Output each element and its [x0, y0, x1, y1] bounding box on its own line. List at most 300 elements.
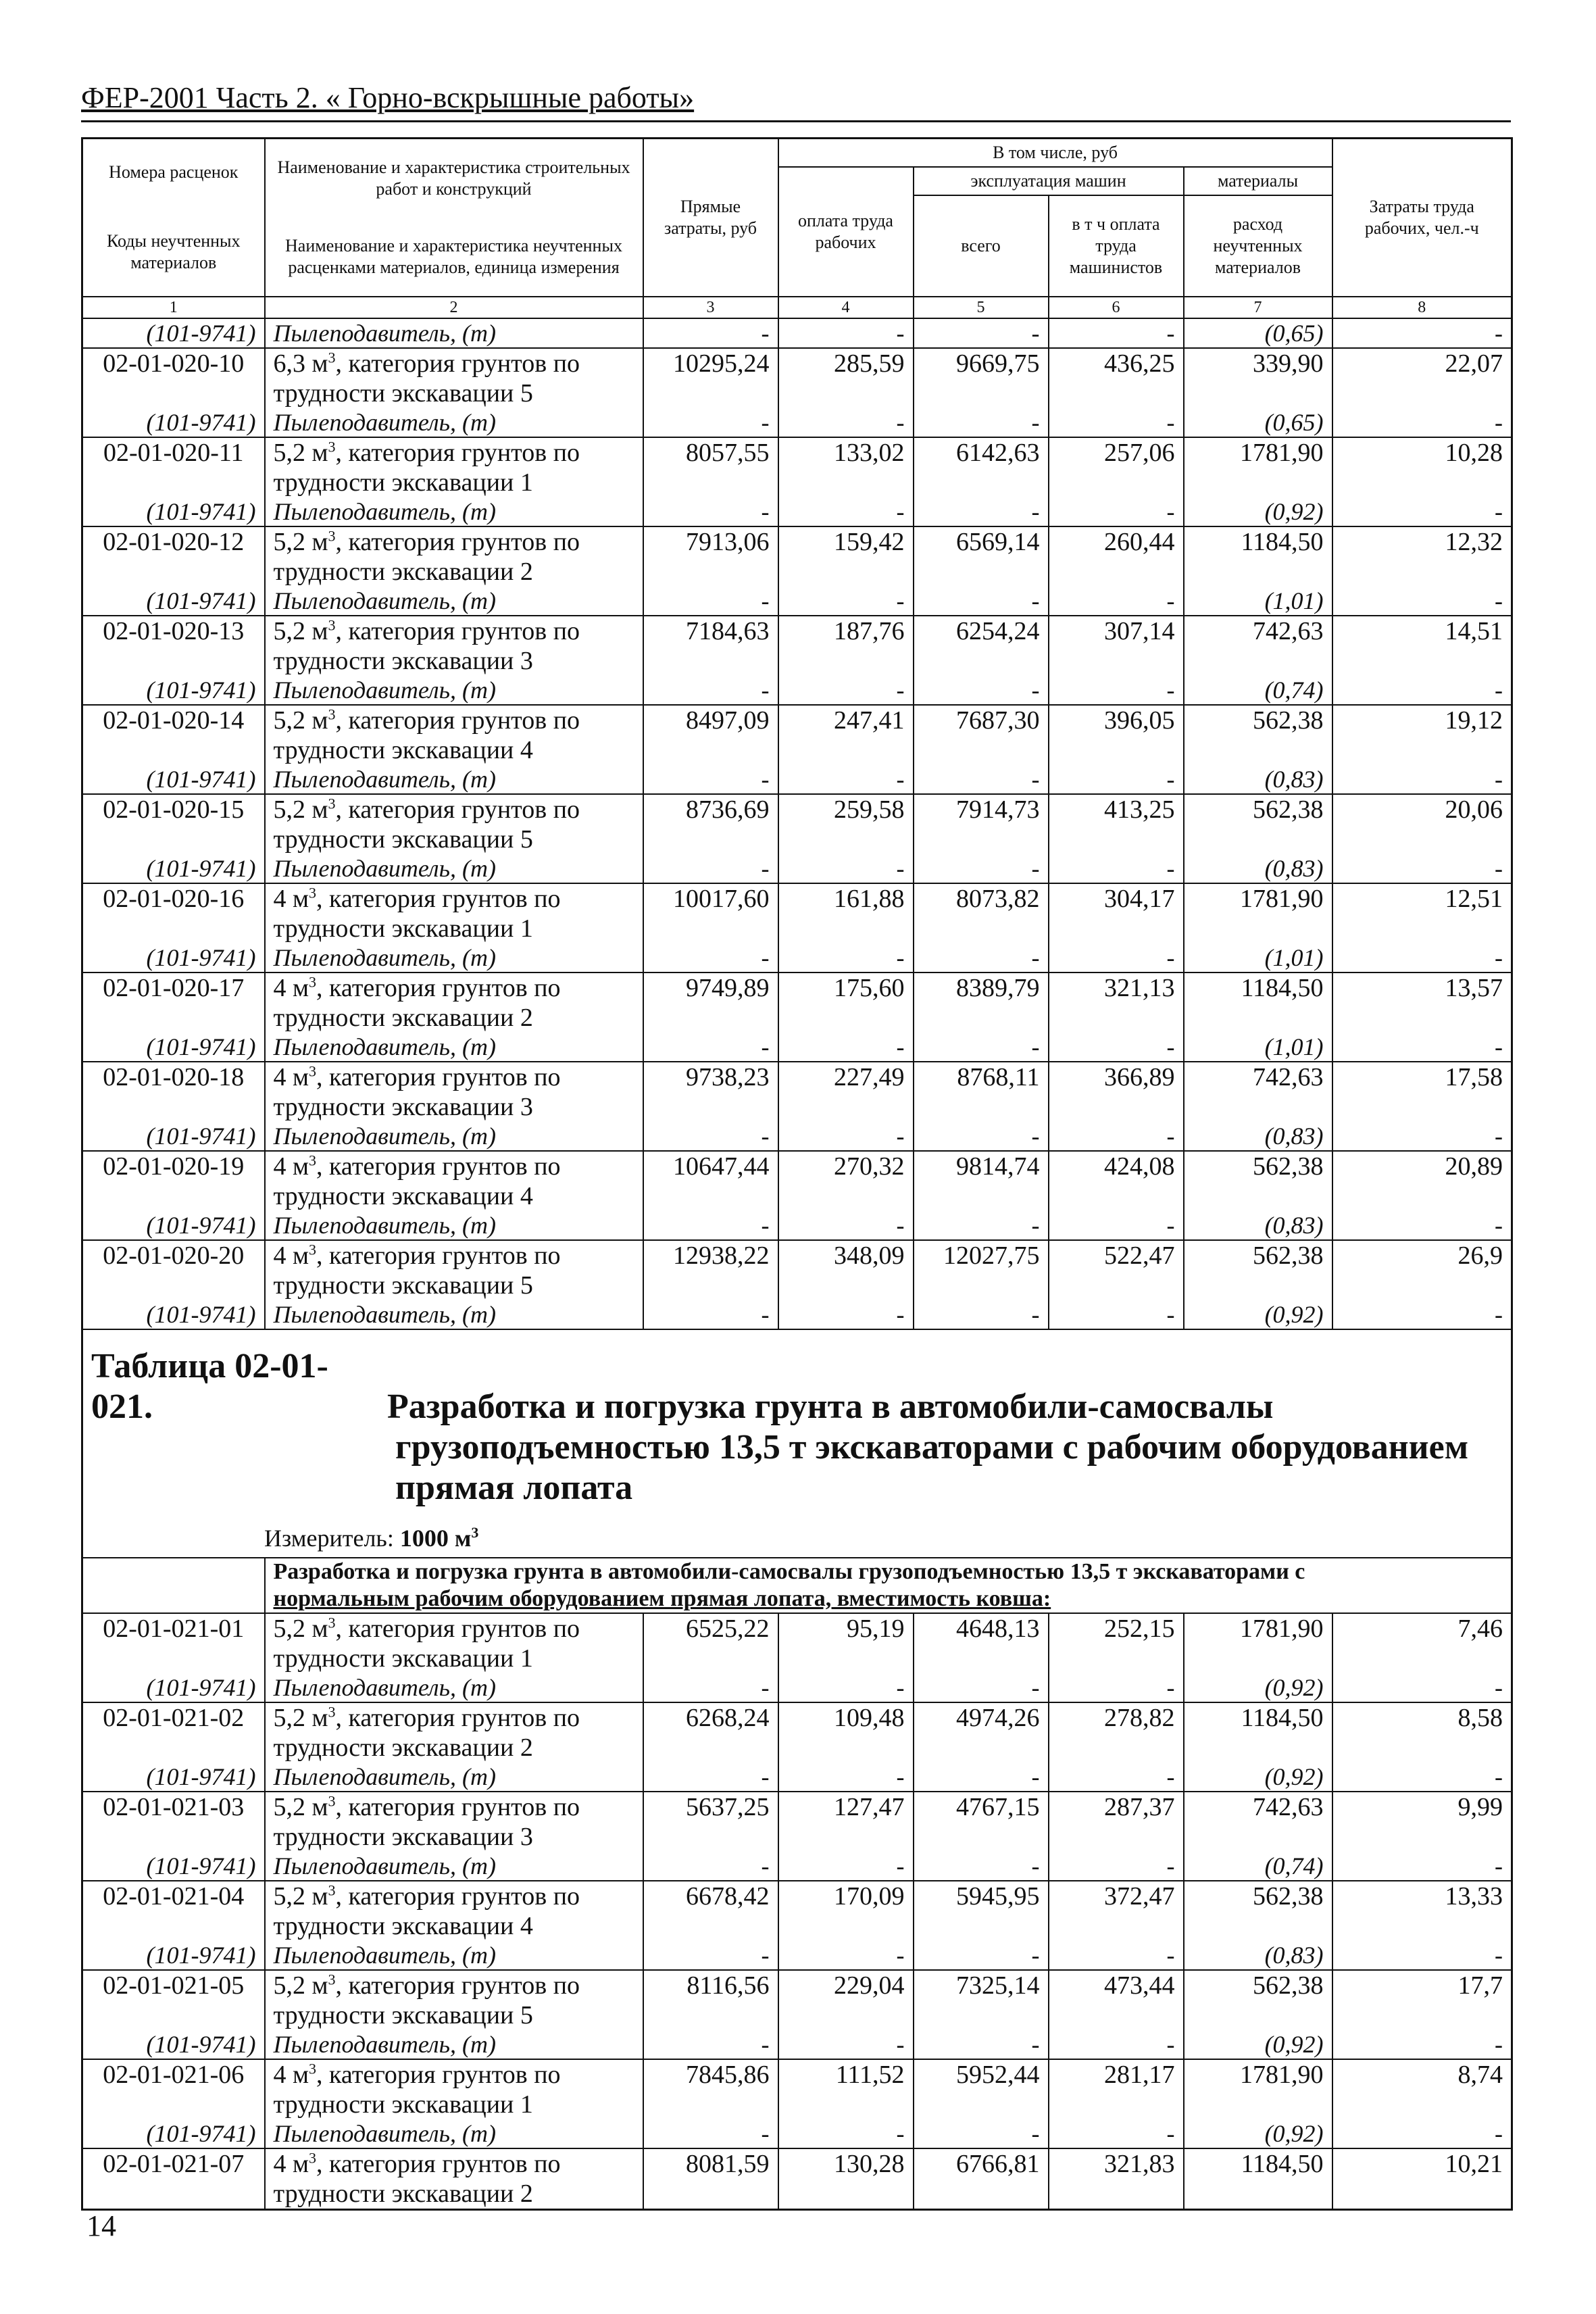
material-direct: - [643, 943, 778, 973]
empty-cell [1332, 824, 1512, 854]
rate-name-continuation: трудности экскавации 4 [265, 1911, 643, 1941]
material-mach: - [914, 2030, 1049, 2059]
col-head-code [82, 139, 265, 297]
rate-name [265, 616, 643, 646]
table-body-021 [82, 1613, 1512, 2210]
rate-row-continuation [82, 557, 1512, 587]
empty-cell [914, 2090, 1049, 2119]
empty-cell [1184, 914, 1332, 943]
material-row [82, 765, 1512, 794]
rate-name-text: , категория грунтов по [335, 349, 580, 378]
material-hours: - [1332, 587, 1512, 616]
rate-code: 02-01-021-06 [82, 2059, 265, 2090]
rate-code: 02-01-021-02 [82, 1702, 265, 1733]
rate-machines-labor: 522,47 [1049, 1240, 1184, 1271]
rate-code: 02-01-021-04 [82, 1881, 265, 1911]
rate-labor-hours: 20,06 [1332, 794, 1512, 824]
material-direct: - [643, 408, 778, 437]
material-hours: - [1332, 943, 1512, 973]
rate-row [82, 1881, 1512, 1911]
empty-cell [82, 1271, 265, 1300]
rate-name-text: , категория грунтов по [335, 1971, 580, 2000]
rate-name-exponent: 3 [309, 973, 317, 991]
material-name: Пылеподавитель, (т) [265, 408, 643, 437]
rate-name-continuation: трудности экскавации 3 [265, 1092, 643, 1122]
rate-name-continuation: трудности экскавации 1 [265, 914, 643, 943]
page-number: 14 [86, 2209, 116, 2242]
empty-cell [1049, 914, 1184, 943]
material-hours: - [1332, 765, 1512, 794]
header-rule [81, 120, 1511, 122]
rate-direct-cost: 10295,24 [643, 348, 778, 378]
rate-labor-pay: 229,04 [778, 1970, 914, 2000]
empty-cell [778, 1003, 914, 1033]
material-row [82, 497, 1512, 526]
empty-cell [778, 1092, 914, 1122]
rate-labor-pay: 170,09 [778, 1881, 914, 1911]
empty-cell [82, 1644, 265, 1673]
rate-row [82, 1240, 1512, 1271]
rate-materials: 562,38 [1184, 1240, 1332, 1271]
empty-cell [1049, 1181, 1184, 1211]
material-labor: - [778, 2119, 914, 2148]
rate-name-exponent: 3 [328, 1703, 336, 1721]
empty-cell [643, 1271, 778, 1300]
table-021-title-block [82, 1329, 1512, 1613]
material-labor: - [778, 765, 914, 794]
empty-cell [82, 1911, 265, 1941]
material-direct: - [643, 1763, 778, 1792]
column-number: 1 [82, 297, 265, 318]
material-labor: - [778, 1673, 914, 1702]
empty-cell [643, 468, 778, 497]
material-mach-labor: - [1049, 1122, 1184, 1151]
rate-row [82, 1613, 1512, 1644]
rate-machines-total: 9814,74 [914, 1151, 1049, 1181]
rate-name [265, 1970, 643, 2000]
empty-cell [914, 1092, 1049, 1122]
material-code: (101-9741) [82, 1211, 265, 1240]
rate-labor-hours: 14,51 [1332, 616, 1512, 646]
material-amount: (0,92) [1184, 1763, 1332, 1792]
empty-cell [643, 1911, 778, 1941]
empty-cell [1184, 378, 1332, 408]
rate-code: 02-01-020-16 [82, 883, 265, 914]
rate-name-exponent: 3 [328, 349, 336, 366]
rate-labor-pay: 95,19 [778, 1613, 914, 1644]
empty-cell [643, 2179, 778, 2210]
rate-name-volume: 5,2 м [273, 617, 328, 645]
empty-cell [1184, 1181, 1332, 1211]
material-code: (101-9741) [82, 943, 265, 973]
material-mach: - [914, 1300, 1049, 1329]
material-amount: (0,65) [1184, 318, 1332, 348]
rate-code: 02-01-020-10 [82, 348, 265, 378]
rate-machines-total: 6766,81 [914, 2148, 1049, 2179]
rate-name-exponent: 3 [328, 1881, 336, 1899]
rate-name-continuation: трудности экскавации 1 [265, 1644, 643, 1673]
rate-name-volume: 5,2 м [273, 795, 328, 824]
rate-name-text: , категория грунтов по [335, 706, 580, 735]
material-mach: - [914, 765, 1049, 794]
empty-cell [1332, 1911, 1512, 1941]
section-code-cell [82, 1558, 265, 1613]
material-hours: - [1332, 1941, 1512, 1970]
empty-cell [1184, 1733, 1332, 1763]
rate-labor-hours: 20,89 [1332, 1151, 1512, 1181]
rate-name-continuation: трудности экскавации 1 [265, 468, 643, 497]
material-labor: - [778, 1033, 914, 1062]
rate-code: 02-01-021-07 [82, 2148, 265, 2179]
empty-cell [914, 557, 1049, 587]
rate-labor-pay: 227,49 [778, 1062, 914, 1092]
rate-machines-total: 12027,75 [914, 1240, 1049, 1271]
rate-direct-cost: 8081,59 [643, 2148, 778, 2179]
material-labor: - [778, 497, 914, 526]
rate-labor-hours: 8,58 [1332, 1702, 1512, 1733]
material-amount: (0,92) [1184, 2119, 1332, 2148]
material-direct: - [643, 1852, 778, 1881]
column-number-row [82, 297, 1512, 318]
rate-labor-pay: 270,32 [778, 1151, 914, 1181]
empty-cell [1049, 1911, 1184, 1941]
rate-name [265, 526, 643, 557]
material-name: Пылеподавитель, (т) [265, 765, 643, 794]
rate-name [265, 883, 643, 914]
rate-row [82, 1702, 1512, 1733]
material-mach: - [914, 854, 1049, 883]
material-amount: (0,83) [1184, 854, 1332, 883]
rate-name-continuation: трудности экскавации 2 [265, 1733, 643, 1763]
material-mach: - [914, 1033, 1049, 1062]
rate-machines-total: 7687,30 [914, 705, 1049, 735]
material-direct: - [643, 318, 778, 348]
empty-cell [82, 1181, 265, 1211]
col-head-name-top: Наименование и характеристика строительных работ и конструкций [277, 157, 630, 199]
rate-name [265, 794, 643, 824]
rate-labor-pay: 161,88 [778, 883, 914, 914]
material-row [82, 1941, 1512, 1970]
material-code: (101-9741) [82, 854, 265, 883]
empty-cell [914, 1003, 1049, 1033]
empty-cell [914, 914, 1049, 943]
rate-name [265, 705, 643, 735]
empty-cell [643, 378, 778, 408]
rate-machines-total: 5945,95 [914, 1881, 1049, 1911]
rate-labor-hours: 10,21 [1332, 2148, 1512, 2179]
rate-labor-pay: 133,02 [778, 437, 914, 468]
empty-cell [82, 468, 265, 497]
rate-code: 02-01-021-01 [82, 1613, 265, 1644]
material-hours: - [1332, 1122, 1512, 1151]
material-hours: - [1332, 1211, 1512, 1240]
rate-materials: 1781,90 [1184, 437, 1332, 468]
rate-row [82, 526, 1512, 557]
rate-name-volume: 4 м [273, 1241, 309, 1270]
material-mach: - [914, 318, 1049, 348]
rate-name-exponent: 3 [328, 706, 336, 723]
rate-machines-labor: 281,17 [1049, 2059, 1184, 2090]
column-number: 5 [914, 297, 1049, 318]
material-mach: - [914, 1673, 1049, 1702]
empty-cell [1332, 2090, 1512, 2119]
column-number: 4 [778, 297, 914, 318]
rate-code: 02-01-020-17 [82, 973, 265, 1003]
material-row [82, 318, 1512, 348]
rate-name-text: , категория грунтов по [335, 1704, 580, 1732]
rate-direct-cost: 8057,55 [643, 437, 778, 468]
col-head-machines-total: всего [914, 195, 1049, 297]
empty-cell [778, 2179, 914, 2210]
empty-cell [778, 824, 914, 854]
material-code: (101-9741) [82, 1852, 265, 1881]
empty-cell [1049, 557, 1184, 587]
rate-name-volume: 4 м [273, 974, 309, 1002]
material-name: Пылеподавитель, (т) [265, 1763, 643, 1792]
empty-cell [778, 735, 914, 765]
rate-machines-labor: 473,44 [1049, 1970, 1184, 2000]
rate-direct-cost: 5637,25 [643, 1792, 778, 1822]
empty-cell [82, 646, 265, 676]
material-amount: (1,01) [1184, 1033, 1332, 1062]
material-mach-labor: - [1049, 1763, 1184, 1792]
material-amount: (0,92) [1184, 2030, 1332, 2059]
material-mach: - [914, 943, 1049, 973]
material-direct: - [643, 587, 778, 616]
material-row [82, 2119, 1512, 2148]
rate-direct-cost: 9749,89 [643, 973, 778, 1003]
material-labor: - [778, 587, 914, 616]
rate-name [265, 1613, 643, 1644]
empty-cell [1049, 2090, 1184, 2119]
rate-name-continuation: трудности экскавации 3 [265, 646, 643, 676]
rate-direct-cost: 7184,63 [643, 616, 778, 646]
material-direct: - [643, 1673, 778, 1702]
rate-name-text: , категория грунтов по [335, 1615, 580, 1643]
table-head [82, 139, 1512, 297]
material-direct: - [643, 2119, 778, 2148]
material-row [82, 1211, 1512, 1240]
material-mach-labor: - [1049, 1211, 1184, 1240]
rate-name-text: , категория грунтов по [316, 1152, 561, 1181]
rate-direct-cost: 6525,22 [643, 1613, 778, 1644]
empty-cell [1184, 557, 1332, 587]
rate-machines-labor: 307,14 [1049, 616, 1184, 646]
empty-cell [643, 2000, 778, 2030]
rate-row [82, 705, 1512, 735]
table-body-020 [82, 297, 1512, 1329]
rate-materials: 1184,50 [1184, 1702, 1332, 1733]
empty-cell [1184, 1092, 1332, 1122]
material-name: Пылеподавитель, (т) [265, 943, 643, 973]
rate-row [82, 973, 1512, 1003]
empty-cell [1184, 1003, 1332, 1033]
material-code: (101-9741) [82, 1122, 265, 1151]
rate-name [265, 437, 643, 468]
material-mach-labor: - [1049, 1673, 1184, 1702]
rate-row-continuation [82, 378, 1512, 408]
rate-direct-cost: 10017,60 [643, 883, 778, 914]
empty-cell [643, 1092, 778, 1122]
material-amount: (0,83) [1184, 1122, 1332, 1151]
rate-machines-total: 8389,79 [914, 973, 1049, 1003]
rate-name-text: , категория грунтов по [335, 1882, 580, 1911]
empty-cell [1332, 2000, 1512, 2030]
material-labor: - [778, 943, 914, 973]
rate-name [265, 1151, 643, 1181]
rate-labor-hours: 26,9 [1332, 1240, 1512, 1271]
material-mach-labor: - [1049, 318, 1184, 348]
rate-name-exponent: 3 [328, 1614, 336, 1631]
material-name: Пылеподавитель, (т) [265, 2119, 643, 2148]
rate-row-continuation [82, 1644, 1512, 1673]
material-row [82, 943, 1512, 973]
empty-cell [1332, 557, 1512, 587]
material-hours: - [1332, 1033, 1512, 1062]
material-amount: (0,92) [1184, 1673, 1332, 1702]
empty-cell [1049, 468, 1184, 497]
rate-name-continuation: трудности экскавации 2 [265, 557, 643, 587]
empty-cell [778, 1911, 914, 1941]
empty-cell [82, 557, 265, 587]
col-head-labor-pay: оплата труда рабочих [778, 167, 914, 297]
rate-labor-pay: 159,42 [778, 526, 914, 557]
material-direct: - [643, 1300, 778, 1329]
rate-materials: 1781,90 [1184, 2059, 1332, 2090]
rates-table [81, 137, 1513, 2211]
material-hours: - [1332, 676, 1512, 705]
column-number: 3 [643, 297, 778, 318]
material-mach-labor: - [1049, 408, 1184, 437]
material-hours: - [1332, 854, 1512, 883]
material-direct: - [643, 497, 778, 526]
empty-cell [643, 1003, 778, 1033]
rate-name-text: , категория грунтов по [335, 528, 580, 556]
material-labor: - [778, 854, 914, 883]
empty-cell [643, 557, 778, 587]
material-mach-labor: - [1049, 1033, 1184, 1062]
material-hours: - [1332, 1300, 1512, 1329]
col-head-labor-cost: Затраты труда рабочих, чел.-ч [1332, 139, 1512, 297]
empty-cell [1332, 735, 1512, 765]
rate-name [265, 348, 643, 378]
rate-name-continuation: трудности экскавации 5 [265, 824, 643, 854]
material-name: Пылеподавитель, (т) [265, 318, 643, 348]
rate-name-text: , категория грунтов по [335, 1793, 580, 1821]
material-mach: - [914, 408, 1049, 437]
material-name: Пылеподавитель, (т) [265, 2030, 643, 2059]
material-mach: - [914, 1763, 1049, 1792]
rate-name [265, 1240, 643, 1271]
material-mach-labor: - [1049, 676, 1184, 705]
empty-cell [82, 914, 265, 943]
material-labor: - [778, 1300, 914, 1329]
rate-code: 02-01-020-11 [82, 437, 265, 468]
rate-labor-pay: 127,47 [778, 1792, 914, 1822]
rate-name-exponent: 3 [309, 884, 317, 902]
rate-machines-labor: 278,82 [1049, 1702, 1184, 1733]
empty-cell [1049, 378, 1184, 408]
rate-labor-hours: 19,12 [1332, 705, 1512, 735]
rate-machines-labor: 424,08 [1049, 1151, 1184, 1181]
empty-cell [914, 378, 1049, 408]
material-direct: - [643, 1033, 778, 1062]
material-amount: (0,92) [1184, 497, 1332, 526]
material-mach-labor: - [1049, 1941, 1184, 1970]
rate-name-exponent: 3 [328, 1792, 336, 1810]
material-amount: (0,92) [1184, 1300, 1332, 1329]
rate-name-text: , категория грунтов по [316, 885, 561, 913]
rate-machines-total: 4648,13 [914, 1613, 1049, 1644]
empty-cell [1332, 468, 1512, 497]
rate-code: 02-01-020-18 [82, 1062, 265, 1092]
rate-name-exponent: 3 [309, 2149, 317, 2167]
material-amount: (1,01) [1184, 943, 1332, 973]
material-name: Пылеподавитель, (т) [265, 497, 643, 526]
empty-cell [778, 1644, 914, 1673]
empty-cell [1332, 1271, 1512, 1300]
rate-row-continuation [82, 914, 1512, 943]
rate-name [265, 1881, 643, 1911]
empty-cell [82, 1003, 265, 1033]
rate-labor-hours: 12,32 [1332, 526, 1512, 557]
rate-machines-total: 5952,44 [914, 2059, 1049, 2090]
empty-cell [82, 2000, 265, 2030]
section-heading-line-2: нормальным рабочим оборудованием прямая лопата, вместимость ковша: [273, 1586, 1051, 1611]
rate-labor-hours: 12,51 [1332, 883, 1512, 914]
empty-cell [1049, 2000, 1184, 2030]
empty-cell [1184, 468, 1332, 497]
empty-cell [1184, 735, 1332, 765]
rate-name-volume: 4 м [273, 885, 309, 913]
rate-name-exponent: 3 [309, 2060, 317, 2077]
table-021-title-line-1: Разработка и погрузка грунта в автомобили-самосвалы [387, 1387, 1274, 1426]
material-name: Пылеподавитель, (т) [265, 676, 643, 705]
rate-machines-labor: 396,05 [1049, 705, 1184, 735]
rate-name-continuation: трудности экскавации 1 [265, 2090, 643, 2119]
rate-row [82, 1792, 1512, 1822]
material-hours: - [1332, 1852, 1512, 1881]
empty-cell [1184, 2179, 1332, 2210]
material-name: Пылеподавитель, (т) [265, 1941, 643, 1970]
material-name: Пылеподавитель, (т) [265, 1033, 643, 1062]
rate-row-continuation [82, 2090, 1512, 2119]
rate-name [265, 1792, 643, 1822]
rate-name-volume: 5,2 м [273, 1971, 328, 2000]
empty-cell [82, 2179, 265, 2210]
material-mach: - [914, 1211, 1049, 1240]
material-amount: (0,83) [1184, 1211, 1332, 1240]
empty-cell [1049, 824, 1184, 854]
material-amount: (0,74) [1184, 676, 1332, 705]
rate-name-continuation: трудности экскавации 5 [265, 378, 643, 408]
material-mach: - [914, 1941, 1049, 1970]
rate-machines-total: 4974,26 [914, 1702, 1049, 1733]
empty-cell [1332, 378, 1512, 408]
rate-direct-cost: 8736,69 [643, 794, 778, 824]
rate-labor-pay: 247,41 [778, 705, 914, 735]
empty-cell [1332, 914, 1512, 943]
empty-cell [914, 646, 1049, 676]
rate-name-exponent: 3 [328, 616, 336, 634]
rate-row-continuation [82, 735, 1512, 765]
rate-labor-pay: 111,52 [778, 2059, 914, 2090]
rate-row [82, 794, 1512, 824]
rate-machines-total: 9669,75 [914, 348, 1049, 378]
empty-cell [914, 824, 1049, 854]
empty-cell [914, 468, 1049, 497]
measure-label: Измеритель: [264, 1525, 394, 1552]
